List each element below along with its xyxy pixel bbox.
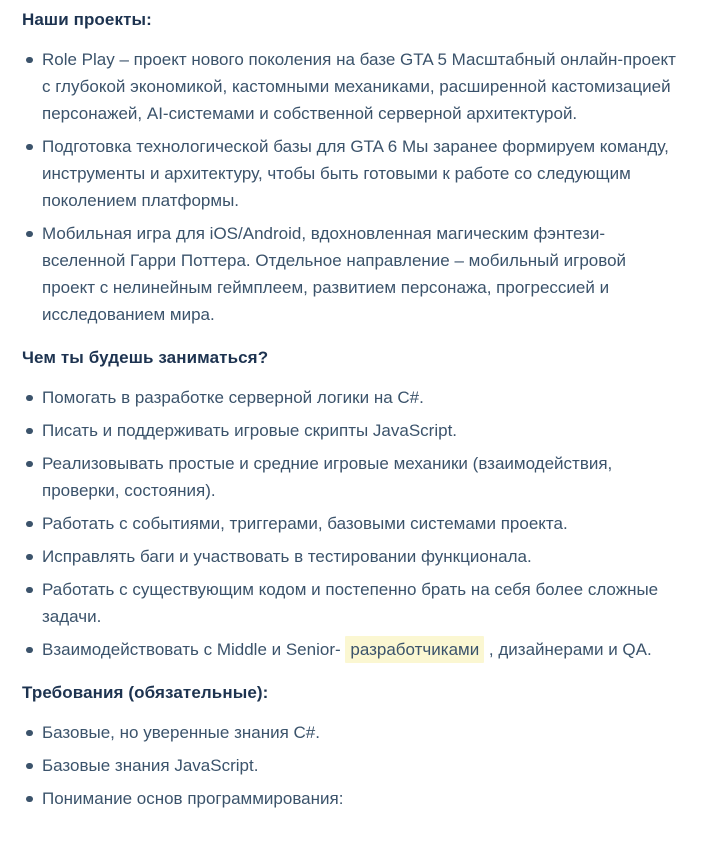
list-item: Мобильная игра для iOS/Android, вдохновленная магическим фэнтези-вселенной Гарри Поттера. Отдельное направление – мобильный игровой проект с нелинейным геймплеем, развитием персонажа, прогрессией и исследованием мира. (22, 220, 683, 328)
list-item: Понимание основ программирования: (22, 785, 683, 812)
text-segment: Взаимодействовать с Middle и Senior- (42, 640, 346, 659)
list-item: Писать и поддерживать игровые скрипты JavaScript. (22, 417, 683, 444)
section-list (22, 384, 683, 663)
list-item: Реализовывать простые и средние игровые механики (взаимодействия, проверки, состояния). (22, 450, 683, 504)
list-item: Помогать в разработке серверной логики на C#. (22, 384, 683, 411)
section-list (22, 46, 683, 328)
highlighted-text: разработчиками (345, 636, 484, 663)
section-heading: Наши проекты: (22, 10, 152, 29)
list-item: Работать с существующим кодом и постепенно брать на себя более сложные задачи. (22, 576, 683, 630)
list-item (22, 636, 683, 663)
section-list (22, 719, 683, 812)
section-heading: Требования (обязательные): (22, 683, 269, 702)
list-item: Исправлять баги и участвовать в тестировании функционала. (22, 543, 683, 570)
list-item: Подготовка технологической базы для GTA 6 Мы заранее формируем команду, инструменты и архитектуру, чтобы быть готовыми к работе со следующим поколением платформы. (22, 133, 683, 214)
list-item: Базовые знания JavaScript. (22, 752, 683, 779)
text-segment: , дизайнерами и QA. (484, 640, 652, 659)
list-item: Базовые, но уверенные знания C#. (22, 719, 683, 746)
list-item: Работать с событиями, триггерами, базовыми системами проекта. (22, 510, 683, 537)
list-item: Role Play – проект нового поколения на базе GTA 5 Масштабный онлайн-проект с глубокой экономикой, кастомными механиками, расширенной кастомизацией персонажей, AI-системами и собственной серверной архитектурой. (22, 46, 683, 127)
content-sections (22, 10, 683, 812)
section-heading: Чем ты будешь заниматься? (22, 348, 269, 367)
